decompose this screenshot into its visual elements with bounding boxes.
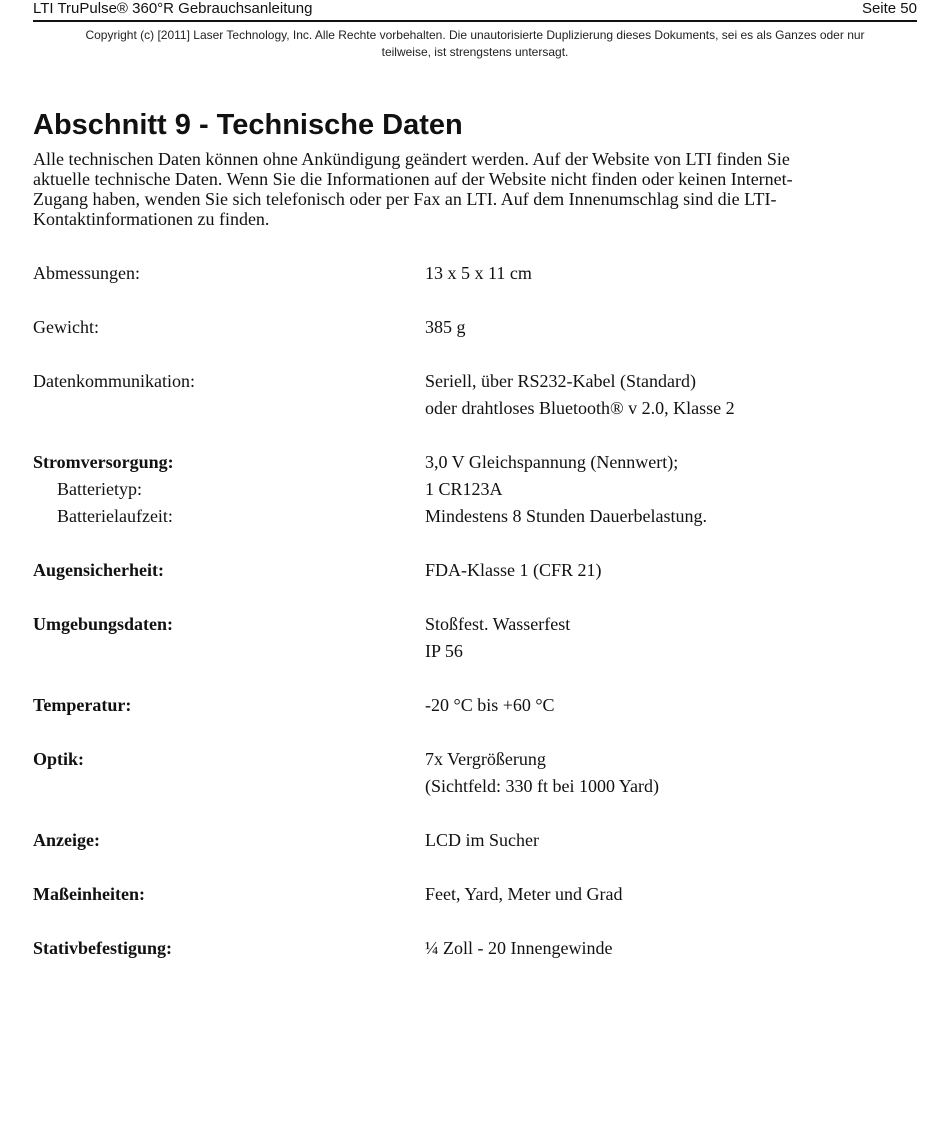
spec-value — [425, 611, 917, 665]
spec-value — [425, 449, 917, 530]
spec-label-text: Umgebungsdaten: — [33, 614, 174, 634]
spec-row-weight — [33, 314, 917, 341]
spec-label-text: Gewicht: — [33, 317, 99, 337]
spec-label — [33, 449, 425, 530]
spec-value — [425, 935, 917, 962]
spec-row-eye-safety — [33, 557, 917, 584]
spec-label-text: Abmessungen: — [33, 263, 140, 283]
spec-label — [33, 881, 425, 908]
spec-value-text: 385 g — [425, 317, 466, 337]
copyright-line: Copyright (c) [2011] Laser Technology, Inc. Alle Rechte vorbehalten. Die unautorisierte Duplizierung dieses Dokuments, sei es als Ganzes oder nur — [85, 28, 865, 42]
spec-row-dimensions — [33, 260, 917, 287]
copyright-notice — [33, 27, 917, 61]
spec-label — [33, 935, 425, 962]
spec-value-text: IP 56 — [425, 641, 463, 661]
page-number: Seite 50 — [861, 0, 917, 17]
intro-line: aktuelle technische Daten. Wenn Sie die Informationen auf der Website nicht finden oder keinen Internet- — [33, 169, 793, 189]
spec-label — [33, 692, 425, 719]
spec-row-display — [33, 827, 917, 854]
spec-label — [33, 368, 425, 395]
intro-paragraph — [33, 149, 917, 229]
spec-value-text: 3,0 V Gleichspannung (Nennwert); — [425, 452, 679, 472]
spec-sub-label-text: Batterielaufzeit: — [57, 506, 173, 526]
spec-value — [425, 557, 917, 584]
spec-row-power-supply — [33, 449, 917, 530]
spec-value — [425, 746, 917, 800]
spec-value — [425, 314, 917, 341]
spec-label-text: Optik: — [33, 749, 85, 769]
spec-value-text: 1 CR123A — [425, 479, 503, 499]
spec-value-text: (Sichtfeld: 330 ft bei 1000 Yard) — [425, 776, 659, 796]
spec-label-text: Stromversorgung: — [33, 452, 174, 472]
spec-value — [425, 692, 917, 719]
spec-value-text: oder drahtloses Bluetooth® v 2.0, Klasse 2 — [425, 398, 735, 418]
spec-value — [425, 368, 917, 422]
intro-line: Zugang haben, wenden Sie sich telefonisch oder per Fax an LTI. Auf dem Innenumschlag sind die LTI- — [33, 189, 777, 209]
document-title: LTI TruPulse® 360°R Gebrauchsanleitung — [33, 0, 313, 17]
spec-value-text: 13 x 5 x 11 cm — [425, 263, 532, 283]
spec-label-text: Augensicherheit: — [33, 560, 164, 580]
spec-label-text: Temperatur: — [33, 695, 132, 715]
technical-specifications — [33, 260, 917, 989]
spec-value-text: LCD im Sucher — [425, 830, 539, 850]
intro-line: Alle technischen Daten können ohne Ankündigung geändert werden. Auf der Website von LTI finden Sie — [33, 149, 790, 169]
spec-label-text: Datenkommunikation: — [33, 371, 195, 391]
spec-label — [33, 314, 425, 341]
spec-value — [425, 827, 917, 854]
spec-value-text: Stoßfest. Wasserfest — [425, 614, 571, 634]
spec-row-environment — [33, 611, 917, 665]
spec-value — [425, 881, 917, 908]
spec-label — [33, 746, 425, 773]
spec-label-text: Stativbefestigung: — [33, 938, 172, 958]
spec-row-optics — [33, 746, 917, 800]
spec-value — [425, 260, 917, 287]
spec-label — [33, 827, 425, 854]
spec-value-text: Feet, Yard, Meter und Grad — [425, 884, 623, 904]
spec-label — [33, 260, 425, 287]
spec-row-tripod-mount — [33, 935, 917, 962]
spec-value-text: FDA-Klasse 1 (CFR 21) — [425, 560, 602, 580]
copyright-line: teilweise, ist strengstens untersagt. — [381, 45, 569, 59]
spec-row-data-communication — [33, 368, 917, 422]
spec-label — [33, 557, 425, 584]
spec-value-text: Mindestens 8 Stunden Dauerbelastung. — [425, 506, 707, 526]
spec-label-text: Maßeinheiten: — [33, 884, 145, 904]
spec-value-text: 7x Vergrößerung — [425, 749, 546, 769]
spec-value-text: Seriell, über RS232-Kabel (Standard) — [425, 371, 696, 391]
intro-line: Kontaktinformationen zu finden. — [33, 209, 270, 229]
spec-label — [33, 611, 425, 638]
spec-row-units — [33, 881, 917, 908]
spec-value-text: ¼ Zoll - 20 Innengewinde — [425, 938, 613, 958]
page-header — [33, 0, 917, 22]
spec-label-text: Anzeige: — [33, 830, 100, 850]
section-title: Abschnitt 9 - Technische Daten — [33, 109, 463, 141]
spec-sub-label-text: Batterietyp: — [57, 479, 142, 499]
spec-value-text: -20 °C bis +60 °C — [425, 695, 555, 715]
spec-row-temperature — [33, 692, 917, 719]
